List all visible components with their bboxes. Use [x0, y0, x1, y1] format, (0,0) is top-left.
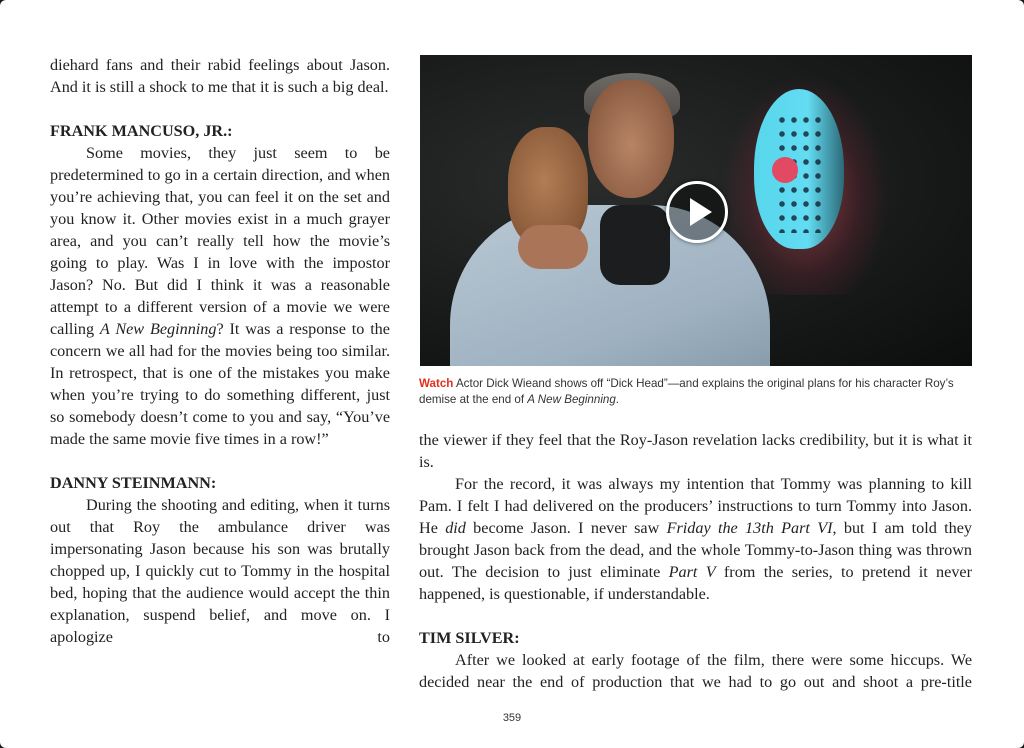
text-run: , but I am told they brought Jason back from the dead, and the whole Tommy-to-Jason thing was thrown out. The decision to just eliminate	[419, 519, 972, 581]
spacer	[50, 98, 390, 120]
right-column	[419, 429, 972, 693]
caption-end: .	[615, 393, 620, 406]
text-run: For the record, it was always my intention that Tommy was planning to kill Pam. I felt I had delivered on the producers’ instructions to turn Tommy into Jason. He	[419, 475, 972, 537]
italic-title: A New Beginning	[99, 320, 217, 338]
text-run: ? It was a response to the concern we all had for the movies being too similar. In retrospect, that is one of the mistakes you make when you’re trying to do something different, just so somebody doesn’t come to you and say, “You’ve made the same movie five times in a row!”	[50, 320, 390, 448]
video-caption	[419, 376, 975, 408]
video-frame-mask-dot	[772, 157, 798, 183]
text-run: Some movies, they just seem to be predetermined to go in a certain direction, and when you’re achieving that, you can feel it on the set and you know it. Other movies exist in a much grayer area, and you can’t really tell how the movie’s going to play. Was I in love with the impostor Jason? No. But did I think it was a reasonable attempt to a different version of a movie we were calling	[50, 144, 390, 338]
paragraph: During the shooting and editing, when it turns out that Roy the ambulance driver was impersonating Jason because his son was brutally chopped up, I quickly cut to Tommy in the hospital bed, hoping that the audience would accept the thin explanation, suspend belief, and move on. I apologize to	[50, 496, 390, 646]
italic-title: Friday the 13th Part VI	[666, 519, 833, 537]
text-run: become Jason. I never saw	[465, 519, 667, 537]
left-column	[50, 54, 390, 648]
watch-link[interactable]: Watch	[419, 377, 454, 390]
caption-text: Actor Dick Wieand shows off “Dick Head”—and explains the original plans for his character Roy’s demise at the end of	[419, 377, 954, 406]
play-button[interactable]	[666, 181, 728, 243]
play-icon	[690, 198, 712, 226]
italic-emphasis: did	[445, 519, 466, 537]
video-frame-collar	[600, 205, 670, 285]
page-number: 359	[502, 712, 522, 724]
video-frame-hand	[518, 225, 588, 269]
spacer	[419, 605, 972, 627]
italic-title: Part V	[668, 563, 716, 581]
speaker-heading: FRANK MANCUSO, JR.:	[50, 122, 233, 140]
paragraph: After we looked at early footage of the film, there were some hiccups. We decided near the end of production that we had to go out and shoot a pre-title	[419, 651, 972, 691]
paragraph	[50, 142, 390, 450]
spacer	[50, 450, 390, 472]
video-player[interactable]	[420, 55, 972, 366]
speaker-heading: DANNY STEINMANN:	[50, 474, 217, 492]
caption-italic-title: A New Beginning	[527, 393, 616, 406]
video-frame-face	[588, 80, 674, 198]
paragraph: diehard fans and their rabid feelings about Jason. And it is still a shock to me that it is such a big deal.	[50, 56, 390, 96]
speaker-heading: TIM SILVER:	[419, 629, 520, 647]
paragraph	[419, 473, 972, 605]
text-run: from the series, to pretend it never happened, is questionable, if understandable.	[419, 563, 972, 603]
paragraph: the viewer if they feel that the Roy-Jason revelation lacks credibility, but it is what it is.	[419, 431, 972, 471]
